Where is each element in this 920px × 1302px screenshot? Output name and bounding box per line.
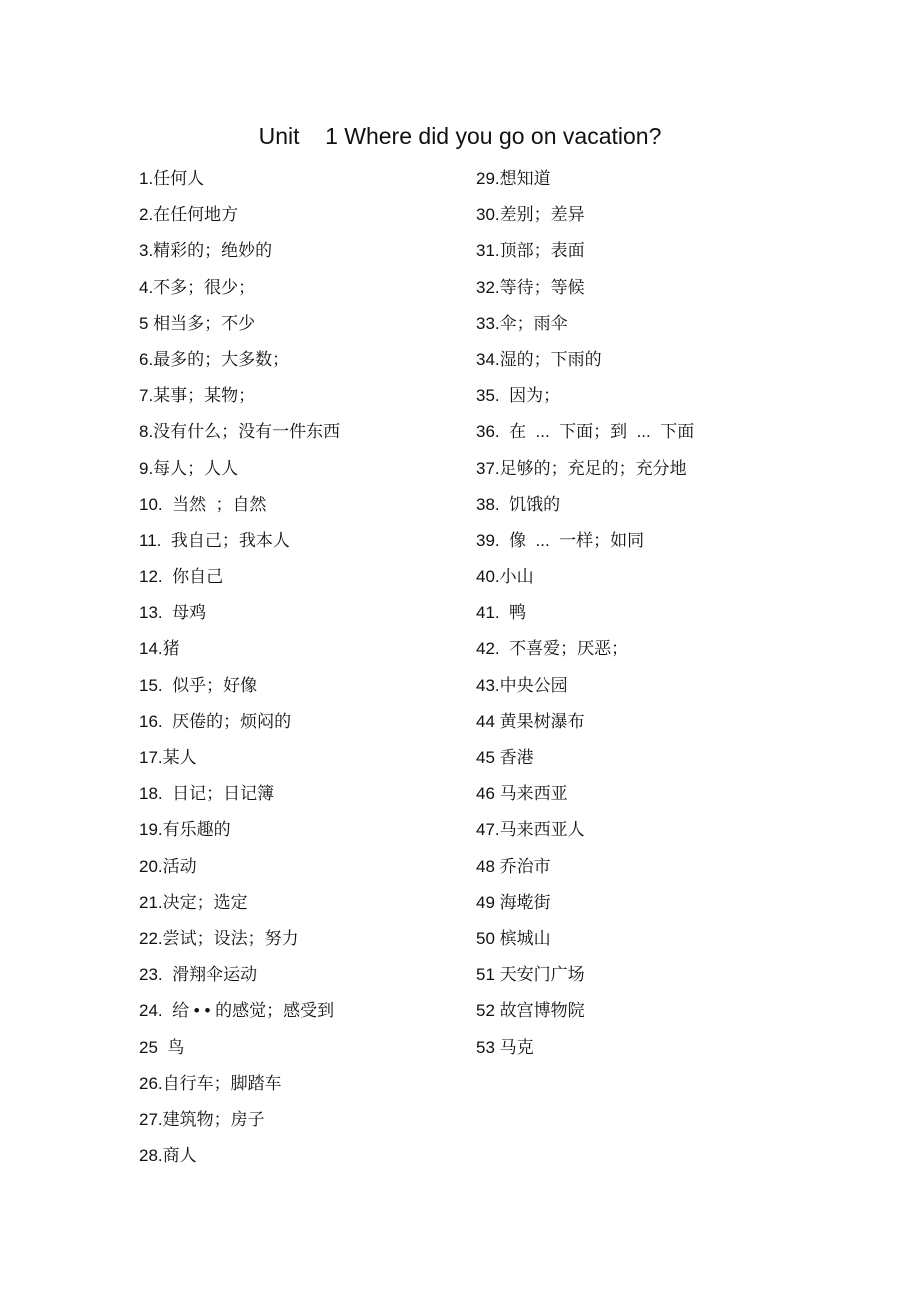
vocab-item: 21.决定；选定	[139, 892, 248, 912]
vocab-item: 23. 滑翔伞运动	[139, 965, 258, 985]
vocab-item: 43.中央公园	[476, 675, 568, 695]
vocab-item: 28.商人	[139, 1146, 197, 1166]
vocab-item: 8.没有什么；没有一件东西	[139, 422, 341, 442]
vocab-item: 6.最多的；大多数；	[139, 349, 290, 369]
vocab-item: 3.精彩的；绝妙的	[139, 241, 273, 261]
vocab-item: 46 马来西亚	[476, 784, 568, 804]
vocab-item: 15. 似乎；好像	[139, 675, 258, 695]
vocab-item: 35. 因为；	[476, 386, 561, 406]
vocab-item: 42. 不喜爱；厌恶；	[476, 639, 629, 659]
vocab-item: 50 槟城山	[476, 928, 551, 948]
vocab-item: 34.湿的；下雨的	[476, 349, 602, 369]
vocab-item: 7.某事；某物；	[139, 386, 256, 406]
vocab-item: 41. 鸭	[476, 603, 527, 623]
vocab-item: 14.猪	[139, 639, 180, 659]
vocab-item: 9.每人；人人	[139, 458, 239, 478]
vocab-item: 33.伞；雨伞	[476, 313, 568, 333]
vocab-item: 25 鸟	[139, 1037, 185, 1057]
vocab-item: 49 海墘街	[476, 892, 551, 912]
vocab-item: 51 天安门广场	[476, 965, 585, 985]
vocab-item: 31.顶部；表面	[476, 241, 585, 261]
vocab-item: 29.想知道	[476, 169, 551, 188]
vocab-item: 53 马克	[476, 1037, 534, 1057]
vocab-item: 12. 你自己	[139, 567, 224, 587]
vocab-item: 18. 日记；日记簿	[139, 784, 275, 804]
vocab-item: 30.差别；差异	[476, 205, 585, 225]
vocab-item: 37.足够的；充足的；充分地	[476, 458, 687, 478]
vocab-item: 2.在任何地方	[139, 205, 239, 225]
vocab-item: 32.等待；等候	[476, 277, 585, 297]
vocab-item: 38. 饥饿的	[476, 494, 561, 514]
vocab-item: 24. 给 • • 的感觉；感受到	[139, 1001, 335, 1021]
vocab-item: 10. 当然 ；自然	[139, 494, 267, 514]
vocab-item: 52 故宫博物院	[476, 1001, 585, 1021]
page-title: Unit 1 Where did you go on vacation?	[258, 123, 662, 149]
vocab-item: 40.小山	[476, 567, 534, 587]
vocab-item: 48 乔治市	[476, 856, 551, 876]
vocab-item: 26.自行车；脚踏车	[139, 1073, 282, 1093]
vocab-item: 39. 像 ... 一样；如同	[476, 530, 645, 550]
vocab-item: 13. 母鸡	[139, 603, 207, 623]
vocab-item: 5 相当多；不少	[139, 313, 256, 333]
vocab-item: 27.建筑物；房子	[139, 1109, 265, 1129]
vocab-item: 44 黄果树瀑布	[476, 711, 585, 731]
vocab-item: 4.不多；很少；	[139, 277, 256, 297]
vocab-item: 20.活动	[139, 856, 197, 876]
vocab-item: 22.尝试；设法；努力	[139, 928, 299, 948]
vocab-item: 16. 厌倦的；烦闷的	[139, 711, 292, 731]
vocab-item: 1.任何人	[139, 169, 205, 188]
vocab-item: 19.有乐趣的	[139, 820, 231, 840]
vocab-item: 17.某人	[139, 748, 197, 767]
vocab-item: 36. 在 ... 下面；到 ... 下面	[476, 422, 695, 442]
vocab-item: 11. 我自己；我本人	[139, 530, 290, 550]
vocab-item: 47.马来西亚人	[476, 820, 585, 840]
vocab-list-left	[139, 162, 459, 1175]
vocab-item: 45 香港	[476, 748, 534, 767]
vocab-list-right	[476, 162, 816, 1067]
